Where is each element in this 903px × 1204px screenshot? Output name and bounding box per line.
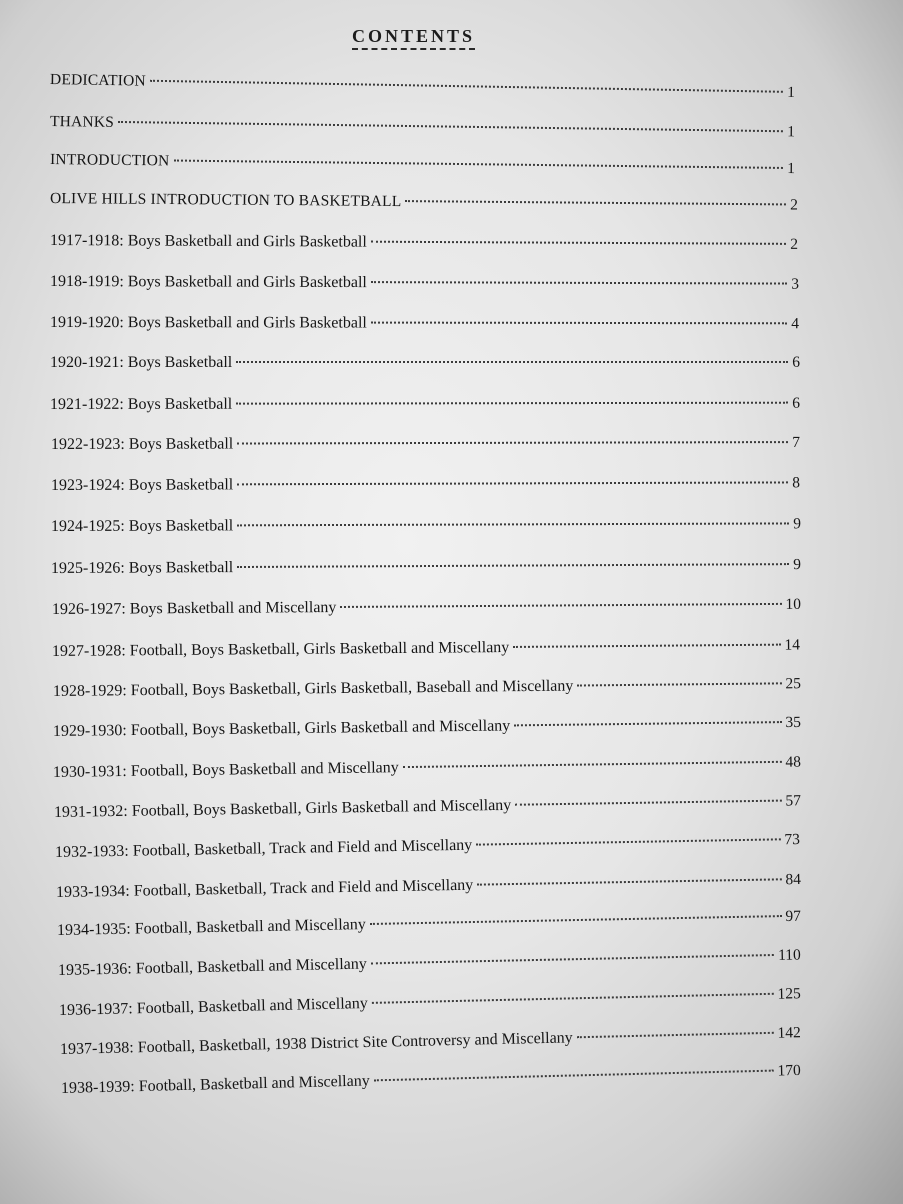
toc-entry xyxy=(51,555,801,579)
toc-entry xyxy=(50,353,800,373)
toc-entry-label: 1924-1925: Boys Basketball xyxy=(50,517,234,535)
toc-entry xyxy=(55,830,800,863)
toc-entry xyxy=(50,394,800,415)
toc-entry-page-number: 142 xyxy=(777,1024,801,1042)
toc-entry-label: 1928-1929: Football, Boys Basketball, Girls Basketball, Baseball and Miscellany xyxy=(52,677,574,700)
dot-leader xyxy=(515,800,781,806)
dot-leader xyxy=(340,603,781,608)
toc-entry xyxy=(57,907,801,941)
toc-entry-label: 1920-1921: Boys Basketball xyxy=(50,354,233,371)
toc-entry-page-number: 48 xyxy=(785,753,802,771)
dot-leader xyxy=(372,993,774,1004)
toc-entry xyxy=(50,189,798,216)
toc-entry xyxy=(50,231,798,255)
toc-entry xyxy=(61,1061,801,1099)
toc-entry-page-number: 9 xyxy=(793,515,802,533)
toc-entry xyxy=(53,674,801,702)
dot-leader xyxy=(236,361,788,363)
toc-entry xyxy=(53,753,801,783)
toc-entry-page-number: 14 xyxy=(784,636,801,654)
dot-leader xyxy=(513,644,780,648)
toc-entry xyxy=(59,984,801,1021)
toc-entry-page-number: 1 xyxy=(786,83,796,102)
toc-entry-page-number: 25 xyxy=(785,675,802,693)
toc-entry-label: DEDICATION xyxy=(49,71,147,90)
toc-entry-label: 1926-1927: Boys Basketball and Miscellany xyxy=(51,599,337,618)
toc-entry xyxy=(52,595,801,620)
toc-entry-page-number: 84 xyxy=(785,870,802,889)
toc-entry-page-number: 125 xyxy=(777,985,801,1003)
toc-entry-label: 1934-1935: Football, Basketball and Miscellany xyxy=(56,916,366,939)
toc-entry-label: 1927-1928: Football, Boys Basketball, Girls Basketball and Miscellany xyxy=(51,639,510,660)
toc-entry xyxy=(52,635,800,662)
toc-entry-page-number: 8 xyxy=(792,474,801,492)
toc-entry-label: 1936-1937: Football, Basketball and Miscellany xyxy=(58,994,368,1019)
toc-entry-page-number: 6 xyxy=(792,394,801,412)
dot-leader xyxy=(173,160,783,169)
dot-leader xyxy=(577,682,781,686)
toc-entry xyxy=(51,514,801,537)
toc-entry-page-number: 57 xyxy=(785,792,802,810)
dot-leader xyxy=(118,121,783,132)
dot-leader xyxy=(477,878,781,885)
toc-entry xyxy=(51,473,800,496)
dot-leader xyxy=(371,241,786,245)
toc-entry xyxy=(60,1023,801,1060)
dot-leader xyxy=(237,441,788,444)
toc-entry xyxy=(51,433,800,455)
toc-entry-label: 1918-1919: Boys Basketball and Girls Basketball xyxy=(49,273,367,292)
toc-entry-page-number: 3 xyxy=(791,275,800,293)
toc-entry-label: INTRODUCTION xyxy=(49,151,170,170)
dot-leader xyxy=(405,200,786,205)
toc-entry-page-number: 2 xyxy=(790,196,799,214)
toc-entry-label: THANKS xyxy=(49,113,115,131)
toc-entry xyxy=(50,70,795,103)
dot-leader xyxy=(237,563,789,568)
dot-leader xyxy=(150,80,783,93)
toc-entry-page-number: 9 xyxy=(793,556,802,574)
toc-entry xyxy=(54,791,801,823)
toc-entry-page-number: 170 xyxy=(777,1061,801,1080)
toc-entry-label: 1938-1939: Football, Basketball and Miscellany xyxy=(60,1072,370,1097)
dot-leader xyxy=(514,721,781,726)
toc-entry-label: 1933-1934: Football, Basketball, Track and Field and Miscellany xyxy=(55,876,474,901)
dot-leader xyxy=(403,761,782,768)
dot-leader xyxy=(370,915,782,925)
toc-entry-page-number: 35 xyxy=(785,713,802,732)
dot-leader xyxy=(237,522,789,526)
dot-leader xyxy=(374,1070,774,1082)
toc-entry-label: 1922-1923: Boys Basketball xyxy=(50,435,234,453)
toc-entry xyxy=(50,150,795,179)
toc-entry xyxy=(50,272,799,295)
toc-entry xyxy=(53,713,801,742)
toc-entry-page-number: 73 xyxy=(784,830,801,849)
dot-leader xyxy=(476,838,780,845)
page-title: CONTENTS xyxy=(352,26,475,50)
toc-entry-label: 1925-1926: Boys Basketball xyxy=(50,559,234,577)
toc-entry-page-number: 97 xyxy=(785,907,802,926)
dot-leader xyxy=(371,322,787,325)
toc-entry xyxy=(50,112,795,142)
toc-entry-label: 1932-1933: Football, Basketball, Track and Field and Miscellany xyxy=(54,836,473,861)
toc-entry-label: 1930-1931: Football, Boys Basketball and Miscellany xyxy=(52,759,399,781)
toc-entry-label: 1937-1938: Football, Basketball, 1938 District Site Controversy and Miscellany xyxy=(59,1029,573,1058)
dot-leader xyxy=(371,954,774,964)
toc-entry-label: 1929-1930: Football, Boys Basketball, Girls Basketball and Miscellany xyxy=(52,717,511,740)
toc-entry xyxy=(50,313,799,334)
toc-entry-label: 1931-1932: Football, Boys Basketball, Girls Basketball and Miscellany xyxy=(53,796,512,821)
toc-entry xyxy=(56,870,801,903)
toc-entry-label: 1917-1918: Boys Basketball and Girls Basketball xyxy=(49,232,367,251)
dot-leader xyxy=(577,1032,774,1038)
toc-entry-label: 1935-1936: Football, Basketball and Miscellany xyxy=(57,955,367,979)
dot-leader xyxy=(371,281,787,284)
toc-entry-label: OLIVE HILLS INTRODUCTION TO BASKETBALL xyxy=(49,190,402,211)
toc-entry-page-number: 1 xyxy=(787,123,796,141)
toc-entry-page-number: 7 xyxy=(792,434,801,452)
toc-entry-page-number: 4 xyxy=(791,315,800,333)
toc-entry-page-number: 10 xyxy=(785,595,802,613)
dot-leader xyxy=(237,481,788,485)
dot-leader xyxy=(236,402,788,405)
toc-entry-page-number: 6 xyxy=(792,354,800,371)
toc-entry xyxy=(58,945,801,981)
toc-entry-label: 1923-1924: Boys Basketball xyxy=(50,476,234,494)
toc-entry-page-number: 110 xyxy=(777,946,802,964)
toc-entry-page-number: 2 xyxy=(790,235,799,253)
toc-entry-page-number: 1 xyxy=(787,160,796,178)
toc-entry-label: 1921-1922: Boys Basketball xyxy=(49,395,233,413)
toc-entry-label: 1919-1920: Boys Basketball and Girls Basketball xyxy=(49,314,367,332)
